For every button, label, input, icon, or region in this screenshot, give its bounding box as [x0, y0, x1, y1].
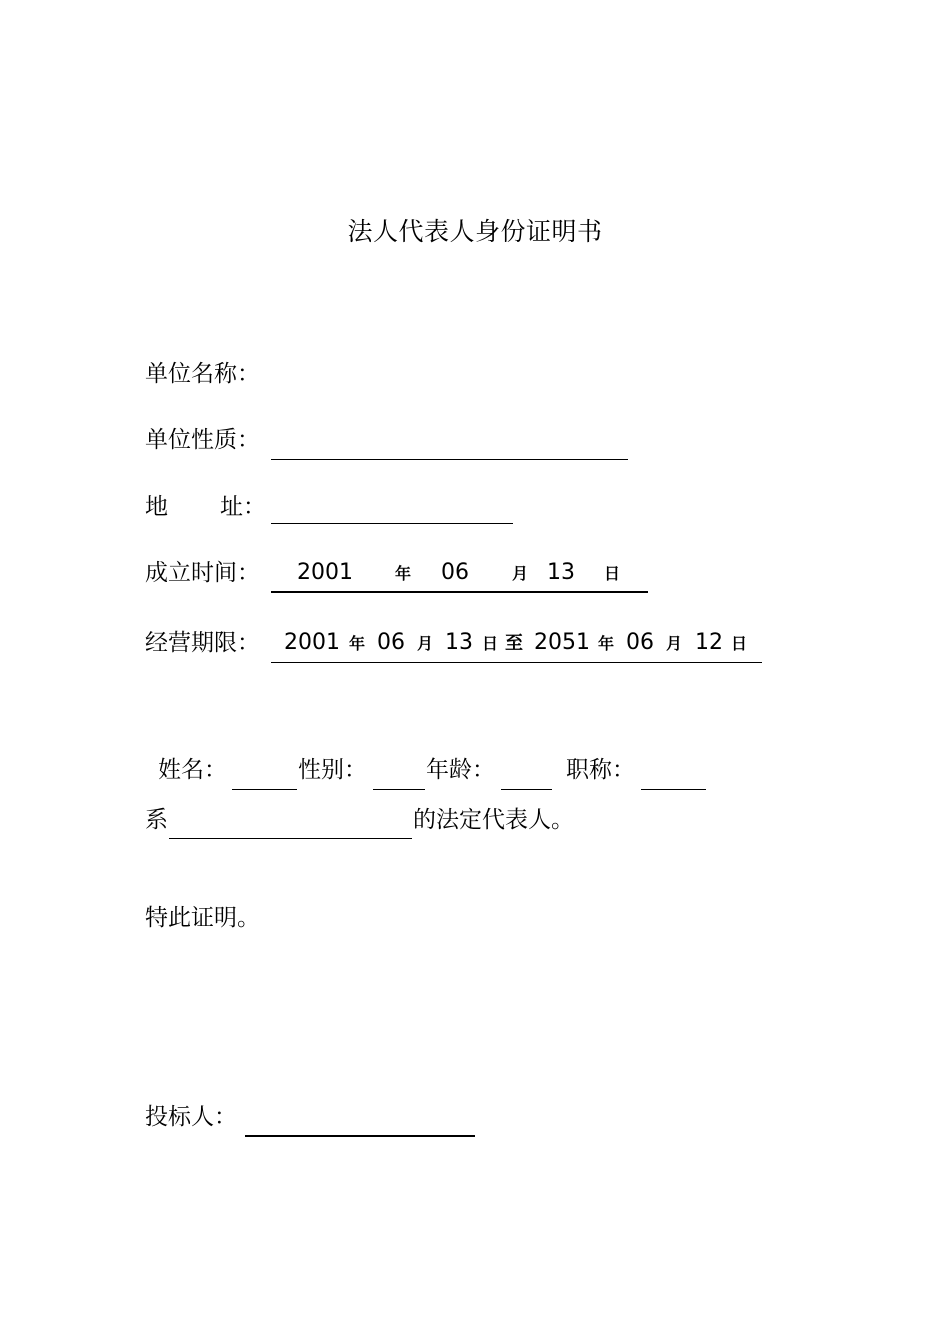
established-month-unit: 月 [512, 564, 529, 583]
end-year: 2051 [534, 630, 590, 655]
gender-label: 性别： [298, 757, 367, 783]
established-year: 2001 [297, 560, 353, 585]
affiliation-suffix: 的法定代表人。 [413, 807, 574, 833]
job-title-blank-line [641, 789, 706, 790]
start-month-unit: 月 [417, 634, 434, 653]
name-label: 姓名： [158, 757, 227, 783]
bidder-label: 投标人： [145, 1104, 237, 1130]
start-month: 06 [377, 630, 405, 655]
affiliation-blank-line [169, 838, 412, 839]
unit-name-label: 单位名称： [145, 361, 260, 387]
end-month-unit: 月 [666, 634, 683, 653]
operating-period-underline [271, 662, 762, 663]
bidder-signature-line [245, 1135, 475, 1137]
established-label: 成立时间： [145, 560, 260, 586]
unit-nature-label: 单位性质： [145, 427, 260, 453]
address-label-left: 地 [145, 494, 168, 520]
job-title-label: 职称： [566, 757, 635, 783]
gender-blank-line [373, 789, 425, 790]
document-title: 法人代表人身份证明书 [347, 217, 603, 246]
established-day: 13 [547, 560, 575, 585]
end-year-unit: 年 [598, 634, 615, 653]
established-underline [271, 591, 648, 593]
established-day-unit: 日 [604, 564, 621, 583]
address-label-right: 址： [220, 494, 266, 520]
start-day: 13 [445, 630, 473, 655]
start-day-unit: 日 [482, 634, 499, 653]
start-year-unit: 年 [349, 634, 366, 653]
address-blank-line [271, 523, 513, 524]
age-label: 年龄： [426, 757, 495, 783]
period-connector: 至 [505, 633, 523, 654]
established-month: 06 [441, 560, 469, 585]
unit-nature-blank-line [271, 459, 628, 460]
operating-period-label: 经营期限： [145, 630, 260, 656]
start-year: 2001 [284, 630, 340, 655]
name-blank-line [232, 789, 297, 790]
end-month: 06 [626, 630, 654, 655]
affiliation-prefix: 系 [145, 807, 168, 833]
end-day-unit: 日 [731, 634, 748, 653]
end-day: 12 [695, 630, 723, 655]
established-year-unit: 年 [395, 564, 412, 583]
certification-statement: 特此证明。 [145, 905, 260, 931]
age-blank-line [501, 789, 552, 790]
